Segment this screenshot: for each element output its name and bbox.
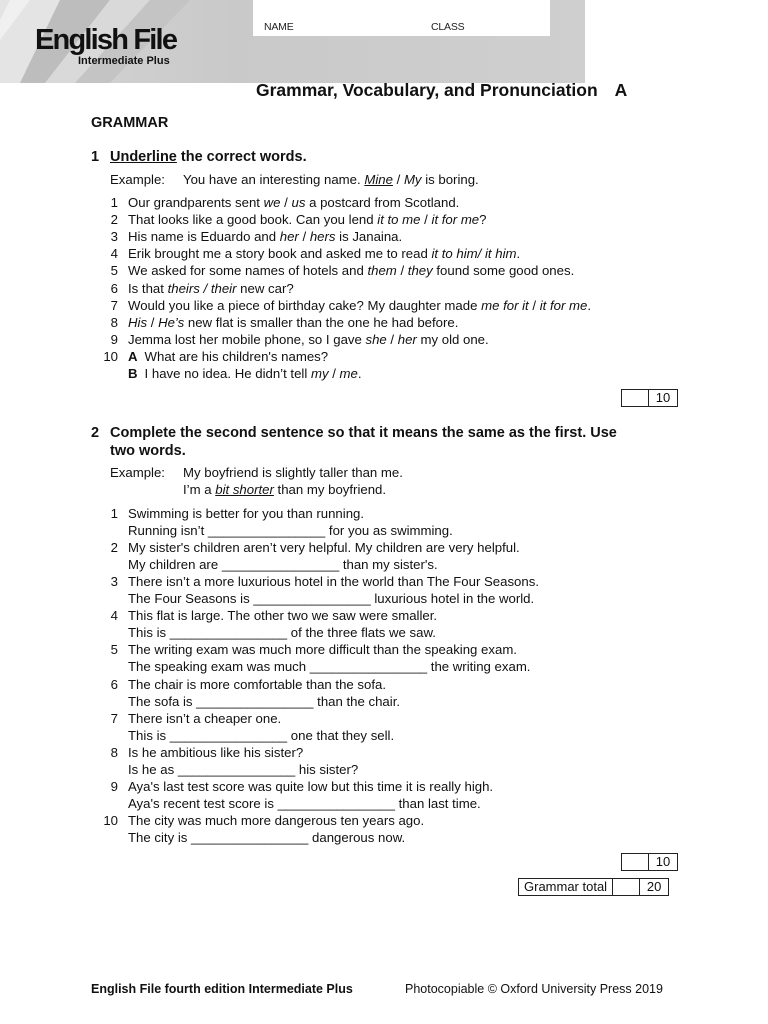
q2-item-first-sentence: The city was much more dangerous ten years ago.: [128, 813, 425, 828]
grammar-total-label: Grammar total: [519, 879, 613, 895]
q1-example: You have an interesting name. Mine / My is boring.: [183, 172, 479, 187]
q2-example-label: Example:: [110, 465, 165, 480]
q2-item-number: 4: [110, 608, 118, 623]
section-title: GRAMMAR: [91, 115, 169, 131]
grammar-total-box: [518, 878, 669, 896]
q2-item-second-sentence[interactable]: My children are ________________ than my sister's.: [128, 557, 438, 572]
q2-score-box: [621, 853, 678, 871]
logo-title: English File: [35, 24, 177, 56]
q2-item-number: 9: [110, 779, 118, 794]
q2-item-number: 3: [110, 574, 118, 589]
q1-item-number: 6: [110, 281, 118, 296]
q2-item-number: 7: [110, 711, 118, 726]
q2-item-second-sentence[interactable]: This is ________________ one that they sell.: [128, 728, 395, 743]
score-blank: [613, 879, 640, 895]
q1-item-text: A What are his children's names?: [128, 349, 329, 364]
q1-item-text: Erik brought me a story book and asked me to read it to him/ it him.: [128, 246, 521, 261]
q1-item-number: 3: [110, 229, 118, 244]
name-class-box: [253, 0, 550, 36]
footer-right: Photocopiable © Oxford University Press 2019: [405, 982, 663, 996]
q2-item-first-sentence: Is he ambitious like his sister?: [128, 745, 304, 760]
q1-item-text: Our grandparents sent we / us a postcard from Scotland.: [128, 195, 460, 210]
q2-item-second-sentence[interactable]: The city is ________________ dangerous now.: [128, 830, 406, 845]
logo-subtitle: Intermediate Plus: [78, 55, 170, 67]
q2-item-first-sentence: Aya's last test score was quite low but this time it is really high.: [128, 779, 494, 794]
q2-example-line2: I’m a bit shorter than my boyfriend.: [183, 482, 387, 497]
q1-heading: [91, 148, 671, 166]
q1-item-number: 9: [110, 332, 118, 347]
test-version: A: [614, 80, 628, 100]
q1-item-text: We asked for some names of hotels and them / they found some good ones.: [128, 263, 575, 278]
q1-example-label: Example:: [110, 172, 165, 187]
footer-left: English File fourth edition Intermediate Plus: [91, 982, 353, 996]
q2-item-first-sentence: This flat is large. The other two we saw were smaller.: [128, 608, 438, 623]
q1-item-sub-label: B: [128, 366, 138, 381]
q2-item-first-sentence: There isn’t a more luxurious hotel in the world than The Four Seasons.: [128, 574, 539, 589]
header-band: [0, 0, 585, 83]
q2-item-second-sentence[interactable]: Aya's recent test score is ________________ than last time.: [128, 796, 481, 811]
q1-item-text: His / He’s new flat is smaller than the one he had before.: [128, 315, 459, 330]
q2-item-second-sentence[interactable]: Is he as ________________ his sister?: [128, 762, 359, 777]
q1-instruction: the correct words.: [176, 149, 307, 165]
q2-item-second-sentence[interactable]: The Four Seasons is ________________ luxurious hotel in the world.: [128, 591, 535, 606]
q2-item-second-sentence[interactable]: The speaking exam was much ________________ the writing exam.: [128, 659, 531, 674]
q1-item-number: 10: [103, 349, 118, 364]
q2-item-number: 10: [103, 813, 118, 828]
q1-number: 1: [91, 149, 100, 165]
q1-item-number: 2: [110, 212, 118, 227]
q2-item-second-sentence[interactable]: This is ________________ of the three flats we saw.: [128, 625, 436, 640]
q1-item-text: Would you like a piece of birthday cake? My daughter made me for it / it for me.: [128, 298, 592, 313]
q2-item-number: 6: [110, 677, 118, 692]
q2-item-second-sentence[interactable]: The sofa is ________________ than the chair.: [128, 694, 401, 709]
q2-instruction-line2: two words.: [110, 443, 186, 459]
q2-item-first-sentence: There isn’t a cheaper one.: [128, 711, 282, 726]
q2-item-first-sentence: The chair is more comfortable than the sofa.: [128, 677, 387, 692]
q2-heading: [91, 424, 671, 460]
q2-item-number: 1: [110, 506, 118, 521]
q1-item-number: 4: [110, 246, 118, 261]
q2-instruction-line1: Complete the second sentence so that it means the same as the first. Use: [110, 425, 617, 441]
q1-item-text: His name is Eduardo and her / hers is Janaina.: [128, 229, 403, 244]
q1-item-number: 8: [110, 315, 118, 330]
q1-item-number: 7: [110, 298, 118, 313]
q1-item-sub-label: A: [128, 349, 138, 364]
class-label: CLASS: [431, 21, 465, 33]
q2-item-number: 5: [110, 642, 118, 657]
q1-item-number: 1: [110, 195, 118, 210]
q2-item-first-sentence: Swimming is better for you than running.: [128, 506, 365, 521]
q1-item-text: That looks like a good book. Can you lend it to me / it for me?: [128, 212, 487, 227]
q2-item-first-sentence: My sister's children aren’t very helpful. My children are very helpful.: [128, 540, 520, 555]
q2-score-points: 10: [655, 854, 671, 869]
q2-item-second-sentence[interactable]: Running isn’t ________________ for you as swimming.: [128, 523, 453, 538]
q1-instruction-underline: Underline: [110, 149, 177, 165]
q1-item-text: B I have no idea. He didn’t tell my / me.: [128, 366, 362, 381]
q1-score-points: 10: [655, 390, 671, 405]
q2-item-number: 8: [110, 745, 118, 760]
name-label: NAME: [264, 21, 294, 33]
score-blank: [622, 390, 649, 406]
q1-item-text: Is that theirs / their new car?: [128, 281, 294, 296]
q2-item-first-sentence: The writing exam was much more difficult than the speaking exam.: [128, 642, 517, 657]
q1-score-box: [621, 389, 678, 407]
page-title: [256, 80, 627, 101]
q1-item-text: Jemma lost her mobile phone, so I gave she / her my old one.: [128, 332, 489, 347]
q2-item-number: 2: [110, 540, 118, 555]
grammar-total-points: 20: [646, 879, 662, 894]
score-blank: [622, 854, 649, 870]
q2-number: 2: [91, 425, 100, 441]
q1-item-number: 5: [110, 263, 118, 278]
page-title-text: Grammar, Vocabulary, and Pronunciation: [256, 80, 598, 100]
q2-example-line1: My boyfriend is slightly taller than me.: [183, 465, 403, 480]
